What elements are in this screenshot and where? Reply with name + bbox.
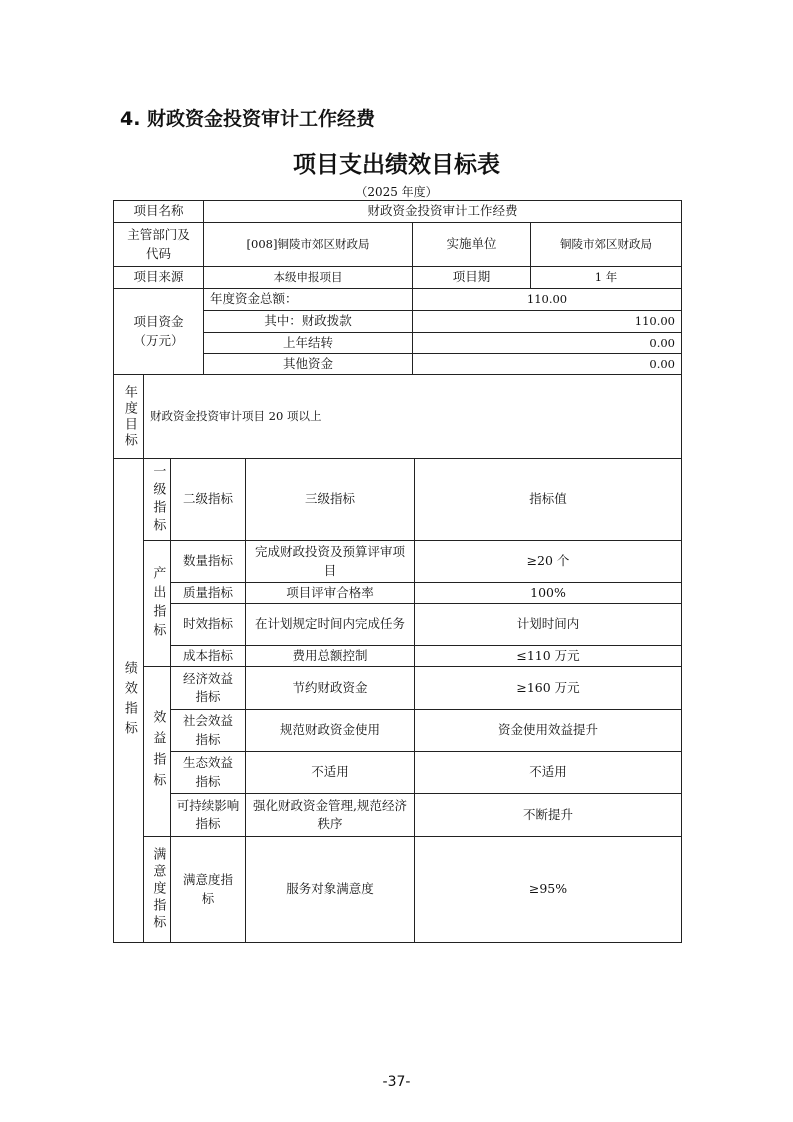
annual-goal-value: 财政资金投资审计项目 20 项以上 [144,375,681,459]
benefit-l2: 社会效益指标 [171,710,246,752]
benefit-value: 资金使用效益提升 [415,710,681,752]
performance-target-table [113,200,682,943]
page-number: -37- [382,1074,411,1090]
benefit-l3: 不适用 [246,752,415,794]
funds-carryover-label: 上年结转 [204,333,413,354]
output-l3: 在计划规定时间内完成任务 [246,604,415,646]
header-level3: 三级指标 [246,459,415,541]
performance-label: 绩效指标 [114,459,144,942]
funds-fiscal-label: 其中：财政拨款 [204,311,413,333]
benefit-l3: 节约财政资金 [246,667,415,710]
dept-value: [008]铜陵市郊区财政局 [204,223,413,267]
satisfaction-label: 满意度指标 [144,837,171,942]
output-label: 产出指标 [144,541,171,667]
satisfaction-l3: 服务对象满意度 [246,837,415,942]
project-name-label: 项目名称 [114,201,204,223]
funds-fiscal-value: 110.00 [413,311,681,333]
project-name-value: 财政资金投资审计工作经费 [204,201,681,223]
period-label: 项目期 [413,267,531,289]
benefit-l3: 强化财政资金管理,规范经济秩序 [246,794,415,837]
funds-other-value: 0.00 [413,354,681,375]
source-label: 项目来源 [114,267,204,289]
satisfaction-value: ≥95% [528,881,568,897]
benefit-l2: 生态效益指标 [171,752,246,794]
impl-unit-label: 实施单位 [413,223,531,267]
section-heading: 4. 财政资金投资审计工作经费 [120,108,376,130]
header-value: 指标值 [415,459,681,541]
output-l2: 时效指标 [171,604,246,646]
source-value: 本级申报项目 [204,267,413,289]
year-note: （2025 年度） [355,185,438,199]
benefit-l3: 规范财政资金使用 [246,710,415,752]
output-value: 100% [415,583,681,604]
output-l2: 质量指标 [171,583,246,604]
benefit-label: 效益指标 [144,667,171,837]
annual-goal-label: 年度目标 [114,375,144,459]
header-level1: 一级指标 [144,459,171,541]
output-l2: 成本指标 [171,646,246,667]
benefit-value: ≥160 万元 [415,667,681,710]
output-l3: 费用总额控制 [246,646,415,667]
output-l3: 完成财政投资及预算评审项目 [246,541,415,583]
benefit-l2: 可持续影响指标 [171,794,246,837]
benefit-value: 不断提升 [415,794,681,837]
impl-unit-value: 铜陵市郊区财政局 [531,223,681,267]
header-level2: 二级指标 [171,459,246,541]
output-l2: 数量指标 [171,541,246,583]
funds-total-value: 110.00 [413,289,681,311]
benefit-value: 不适用 [415,752,681,794]
satisfaction-l2: 满意度指标 [171,837,246,942]
funds-other-label: 其他资金 [204,354,413,375]
output-value: 计划时间内 [415,604,681,646]
period-value: 1 年 [531,267,681,289]
output-value: ≤110 万元 [415,646,681,667]
dept-label: 主管部门及代码 [114,223,204,267]
funds-label: 项目资金（万元） [114,289,204,375]
output-value: ≥20 个 [415,541,681,583]
benefit-l2: 经济效益指标 [171,667,246,710]
funds-carryover-value: 0.00 [413,333,681,354]
output-l3: 项目评审合格率 [246,583,415,604]
page-title: 项目支出绩效目标表 [293,152,500,178]
funds-total-label: 年度资金总额： [204,289,413,311]
